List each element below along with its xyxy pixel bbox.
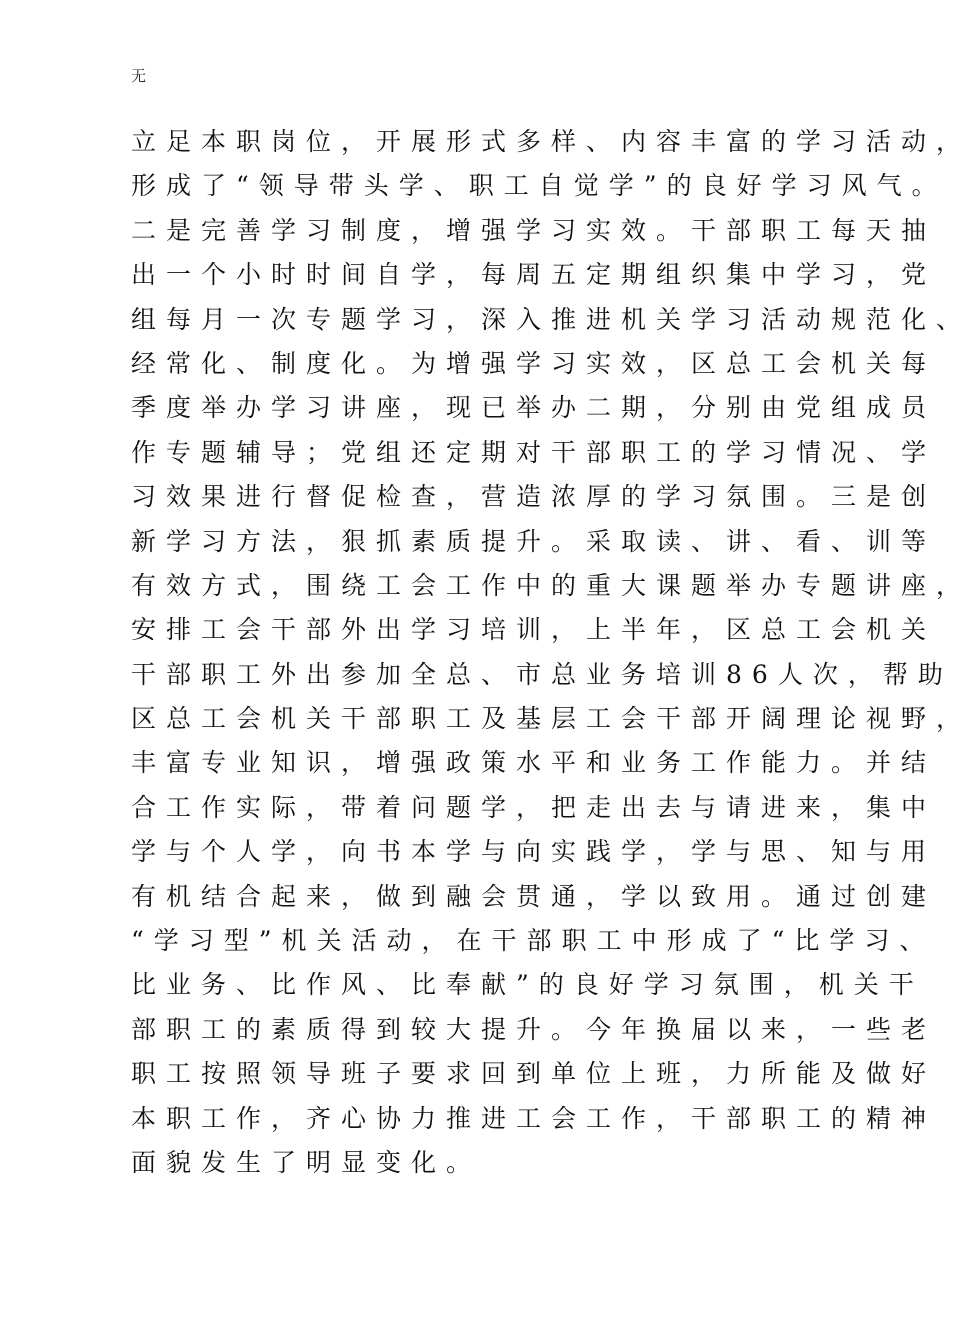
text-line: 立足本职岗位，开展形式多样、内容丰富的学习活动， (131, 127, 971, 156)
body-paragraph (131, 120, 971, 1185)
text-line: 丰富专业知识，增强政策水平和业务工作能力。并结 (131, 748, 937, 778)
text-line: 区总工会机关干部职工及基层工会干部开阔理论视野， (131, 704, 971, 734)
text-line: 干部职工外出参加全总、市总业务培训86人次，帮助 (131, 659, 953, 689)
text-line: 季度举办学习讲座，现已举办二期，分别由党组成员 (131, 393, 937, 423)
text-line: 比业务、比作风、比奉献”的良好学习氛围，机关干 (131, 970, 924, 1000)
text-line: 合工作实际，带着问题学，把走出去与请进来，集中 (131, 792, 937, 822)
text-line: 作专题辅导；党组还定期对干部职工的学习情况、学 (131, 437, 937, 467)
text-line: 部职工的素质得到较大提升。今年换届以来，一些老 (131, 1014, 937, 1044)
text-line: 有机结合起来，做到融会贯通，学以致用。通过创建 (131, 881, 937, 911)
text-line: 习效果进行督促检查，营造浓厚的学习氛围。三是创 (131, 482, 937, 512)
text-line: 本职工作，齐心协力推进工会工作，干部职工的精神 (131, 1103, 937, 1133)
text-line: 面貌发生了明显变化。 (131, 1147, 482, 1177)
text-line: 职工按照领导班子要求回到单位上班，力所能及做好 (131, 1059, 937, 1089)
text-line: “学习型”机关活动，在干部职工中形成了“比学习、 (131, 926, 935, 956)
text-line: 形成了“领导带头学、职工自觉学”的良好学习风气。 (131, 171, 947, 201)
text-line: 二是完善学习制度，增强学习实效。干部职工每天抽 (131, 215, 937, 245)
page-header-mark: 无 (131, 67, 147, 85)
text-line: 学与个人学，向书本学与向实践学，学与思、知与用 (131, 837, 937, 867)
text-line: 有效方式，围绕工会工作中的重大课题举办专题讲座， (131, 570, 971, 600)
text-line: 出一个小时时间自学，每周五定期组织集中学习，党 (131, 260, 937, 290)
text-line: 组每月一次专题学习，深入推进机关学习活动规范化、 (131, 304, 971, 334)
text-line: 新学习方法，狠抓素质提升。采取读、讲、看、训等 (131, 526, 937, 556)
text-line: 安排工会干部外出学习培训，上半年，区总工会机关 (131, 615, 937, 645)
text-line: 经常化、制度化。为增强学习实效，区总工会机关每 (131, 348, 937, 378)
